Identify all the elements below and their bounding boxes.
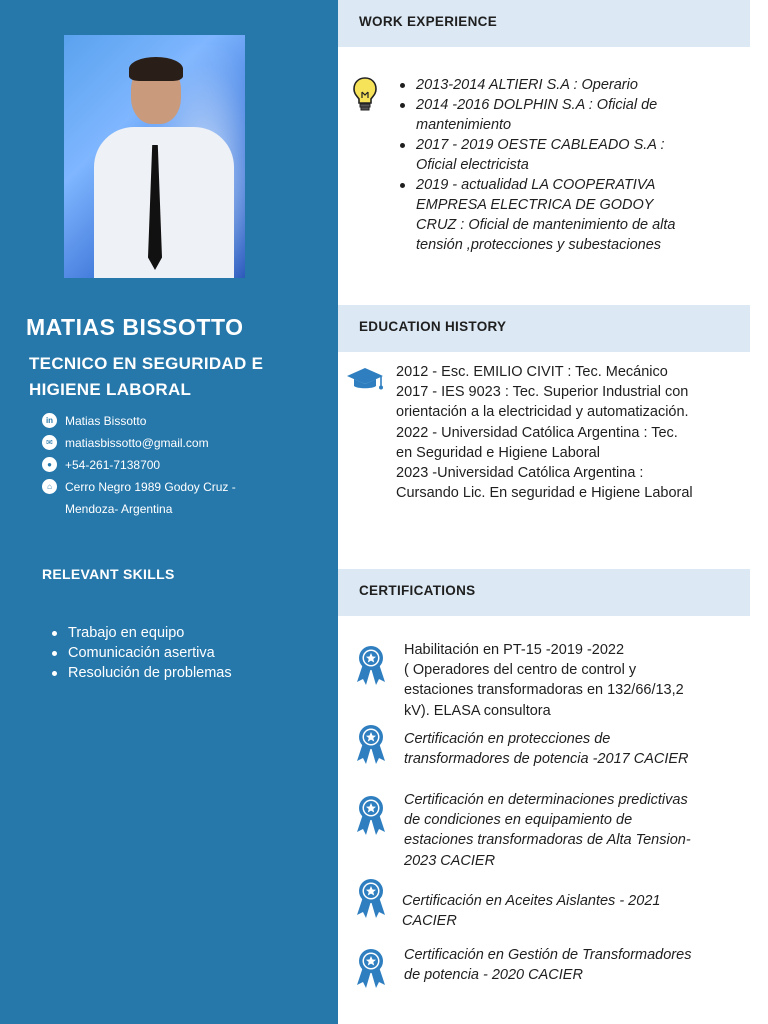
contact-phone[interactable] xyxy=(42,454,332,476)
work-list xyxy=(398,75,688,255)
profile-photo xyxy=(64,35,245,278)
list-item: 2023 -Universidad Católica Argentina : Cursando Lic. En seguridad e Higiene Laboral xyxy=(396,465,693,502)
contact-linkedin[interactable] xyxy=(42,410,332,432)
contact-address xyxy=(42,476,332,520)
profile-role: TECNICO EN SEGURIDAD E HIGIENE LABORAL xyxy=(29,354,264,399)
graduation-cap-icon xyxy=(345,366,385,392)
home-icon: ⌂ xyxy=(42,479,57,494)
section-header-education xyxy=(338,305,750,352)
lightbulb-icon xyxy=(352,76,378,112)
contact-email[interactable] xyxy=(42,432,332,454)
linkedin-icon: in xyxy=(42,413,57,428)
list-item: Comunicación asertiva xyxy=(50,643,232,663)
section-title: WORK EXPERIENCE xyxy=(359,14,498,29)
person-icon: ● xyxy=(42,457,57,472)
contact-text: Cerro Negro 1989 Godoy Cruz - Mendoza- Argentina xyxy=(65,480,236,516)
award-ribbon-icon xyxy=(354,947,388,989)
list-item: 2017 - IES 9023 : Tec. Superior Industrial con orientación a la electricidad y automatización. xyxy=(396,384,689,421)
email-icon: ✉ xyxy=(42,435,57,450)
award-ribbon-icon xyxy=(354,723,388,765)
contact-text: Matias Bissotto xyxy=(65,414,147,428)
list-item: 2012 - Esc. EMILIO CIVIT : Tec. Mecánico xyxy=(396,364,668,380)
education-list xyxy=(396,362,696,503)
award-ribbon-icon xyxy=(354,644,388,686)
skills-list xyxy=(50,623,232,683)
section-header-certifications xyxy=(338,569,750,616)
contact-text: +54-261-7138700 xyxy=(65,458,161,472)
certification-text: Certificación en Gestión de Transformadores de potencia - 2020 CACIER xyxy=(404,947,692,984)
list-item: 2014 -2016 DOLPHIN S.A : Oficial de mantenimiento xyxy=(398,95,688,135)
contact-text: matiasbissotto@gmail.com xyxy=(65,436,209,450)
contact-list xyxy=(42,410,332,520)
certification-text: Certificación en protecciones de transformadores de potencia -2017 CACIER xyxy=(404,731,689,768)
list-item: 2013-2014 ALTIERI S.A : Operario xyxy=(398,75,688,95)
list-item: Trabajo en equipo xyxy=(50,623,232,643)
section-title: EDUCATION HISTORY xyxy=(359,319,507,334)
section-title: CERTIFICATIONS xyxy=(359,583,476,598)
list-item: Resolución de problemas xyxy=(50,663,232,683)
certification-text: Certificación en Aceites Aislantes - 2021 CACIER xyxy=(402,893,661,930)
sidebar xyxy=(0,0,338,1024)
section-header-work xyxy=(338,0,750,47)
profile-name: MATIAS BISSOTTO xyxy=(26,314,244,340)
skills-title: RELEVANT SKILLS xyxy=(42,566,175,582)
award-ribbon-icon xyxy=(354,877,388,919)
list-item: 2019 - actualidad LA COOPERATIVA EMPRESA ELECTRICA DE GODOY CRUZ : Oficial de mantenimiento de alta tensión ,protecciones y subestaciones xyxy=(398,175,688,255)
certification-text: Certificación en determinaciones predictivas de condiciones en equipamiento de estaciones transformadoras de Alta Tension- 2023 CACIER xyxy=(404,792,691,869)
award-ribbon-icon xyxy=(354,794,388,836)
certification-text: Habilitación en PT-15 -2019 -2022 ( Operadores del centro de control y estaciones transformadoras en 132/66/13,2 kV). ELASA consultora xyxy=(404,642,684,719)
list-item: 2022 - Universidad Católica Argentina : Tec. en Seguridad e Higiene Laboral xyxy=(396,424,678,461)
list-item: 2017 - 2019 OESTE CABLEADO S.A : Oficial electricista xyxy=(398,135,688,175)
